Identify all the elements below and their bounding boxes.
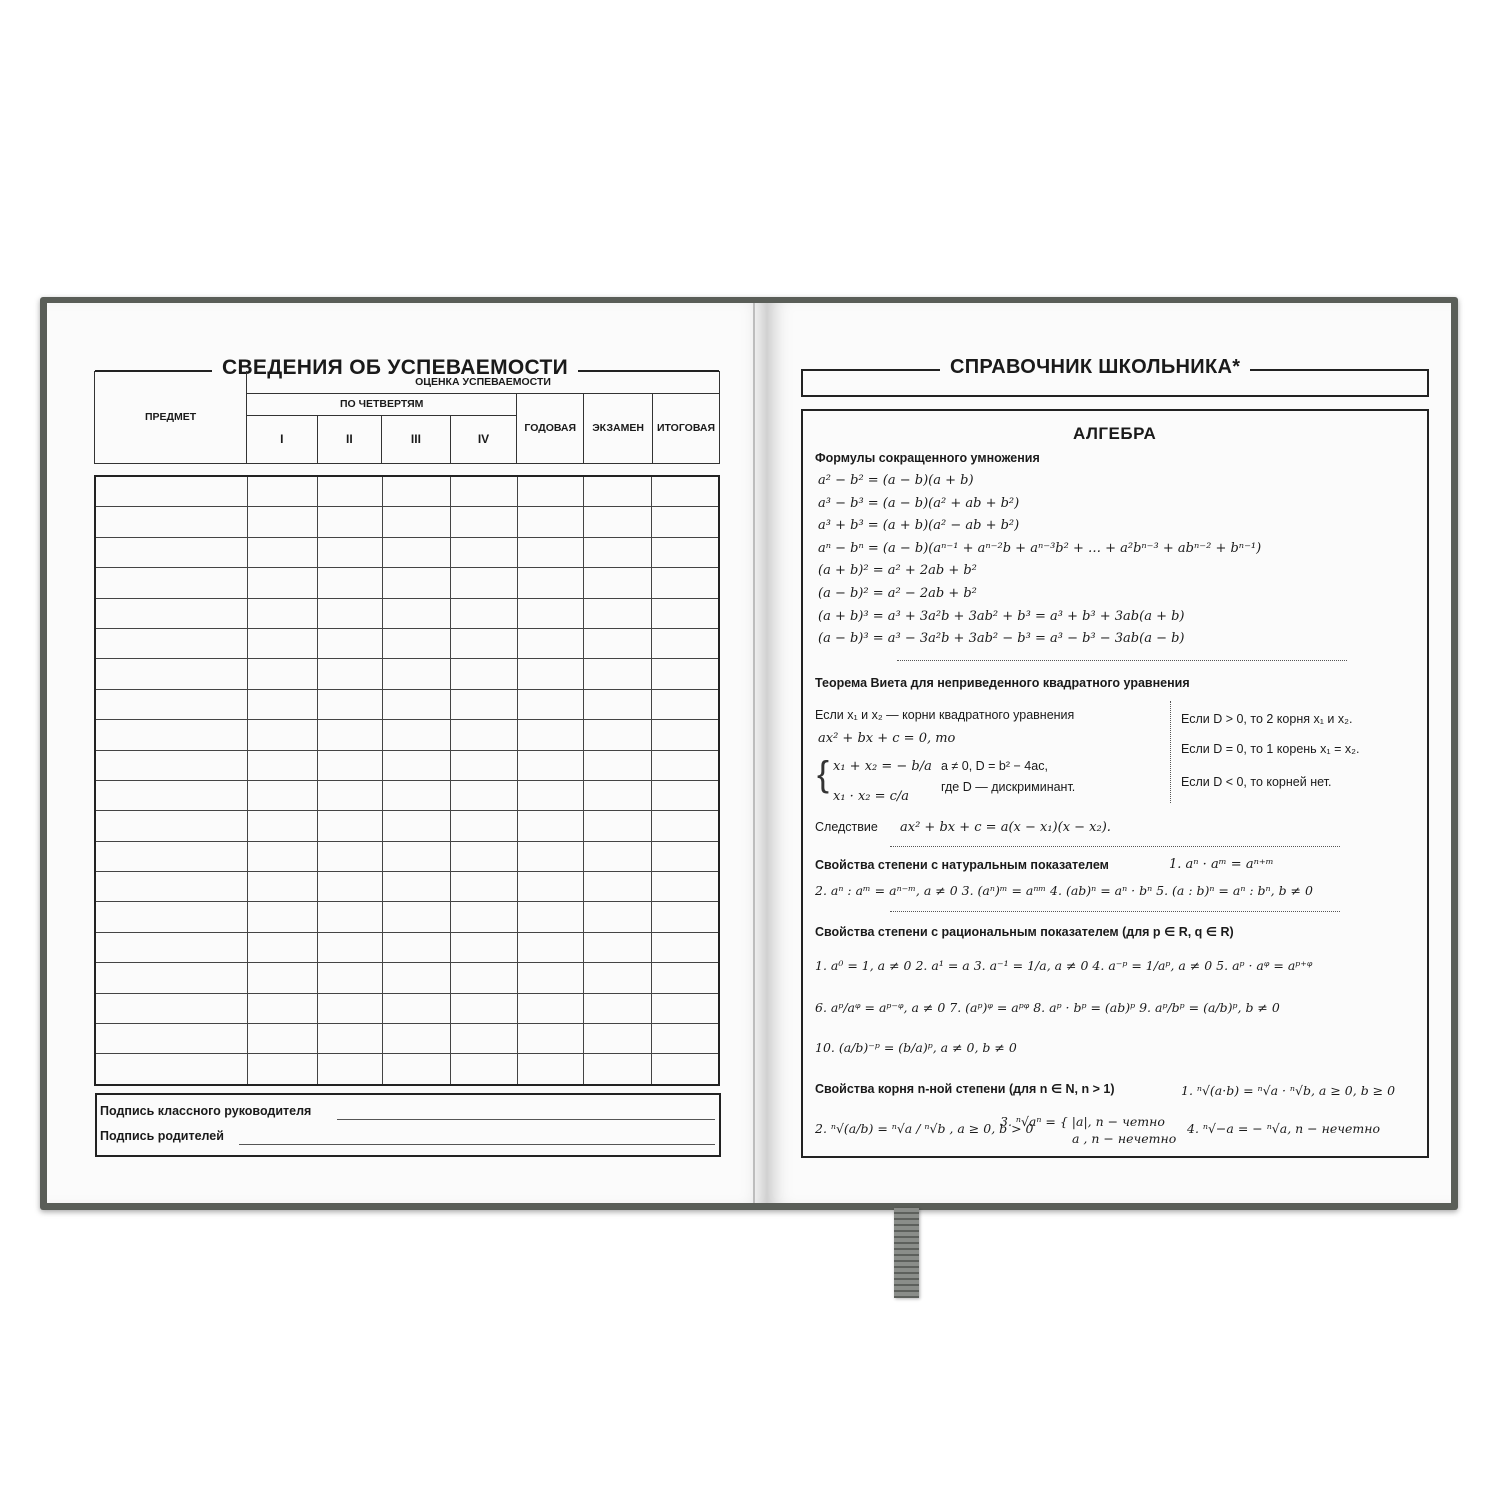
grade-cell[interactable] bbox=[247, 811, 317, 841]
grade-cell[interactable] bbox=[451, 841, 517, 871]
grade-cell[interactable] bbox=[451, 628, 517, 658]
grade-cell[interactable] bbox=[517, 963, 583, 993]
grade-cell[interactable] bbox=[382, 932, 450, 962]
class-teacher-signature-label: Подпись классного руководителя bbox=[100, 1104, 312, 1118]
grade-cell[interactable] bbox=[318, 841, 382, 871]
grade-row bbox=[95, 932, 719, 962]
formula: (a + b)³ = a³ + 3a²b + 3ab² + b³ = a³ + b³ + 3ab(a + b) bbox=[818, 609, 1185, 624]
formula: 6. aᵖ/aᵠ = aᵖ⁻ᵠ, a ≠ 0 7. (aᵖ)ᵠ = aᵖᵠ 8. aᵖ · bᵖ = (ab)ᵖ 9. aᵖ/bᵖ = (a/b)ᵖ, b ≠ 0 bbox=[815, 1000, 1280, 1015]
grade-cell[interactable] bbox=[318, 1024, 382, 1054]
grade-cell[interactable] bbox=[247, 993, 317, 1023]
divider bbox=[890, 911, 1340, 912]
grade-cell[interactable] bbox=[382, 841, 450, 871]
grade-cell[interactable] bbox=[95, 720, 247, 750]
grade-cell[interactable] bbox=[517, 811, 583, 841]
grade-cell[interactable] bbox=[652, 750, 719, 780]
grade-cell[interactable] bbox=[517, 780, 583, 810]
grade-cell[interactable] bbox=[652, 841, 719, 871]
formula: a³ + b³ = (a + b)(a² − ab + b²) bbox=[818, 518, 1020, 533]
grade-cell[interactable] bbox=[451, 902, 517, 932]
formula: (a + b)² = a² + 2ab + b² bbox=[818, 563, 977, 578]
grade-cell[interactable] bbox=[247, 872, 317, 902]
grade-cell[interactable] bbox=[652, 628, 719, 658]
grade-cell[interactable] bbox=[247, 537, 317, 567]
grade-cell[interactable] bbox=[451, 507, 517, 537]
formula: (a − b)² = a² − 2ab + b² bbox=[818, 586, 977, 601]
discriminant-case: Если D = 0, то 1 корень x₁ = x₂. bbox=[1181, 742, 1360, 756]
grade-cell[interactable] bbox=[247, 628, 317, 658]
grade-cell[interactable] bbox=[95, 963, 247, 993]
grade-cell[interactable] bbox=[95, 932, 247, 962]
grade-cell[interactable] bbox=[247, 476, 317, 507]
grade-cell[interactable] bbox=[382, 720, 450, 750]
grades-grid[interactable] bbox=[94, 475, 720, 1086]
formula: 2. aⁿ : aᵐ = aⁿ⁻ᵐ, a ≠ 0 3. (aⁿ)ᵐ = aⁿᵐ 4. (ab)ⁿ = aⁿ · bⁿ 5. (a : b)ⁿ = aⁿ : bⁿ, b ≠ 0 bbox=[815, 883, 1313, 898]
grade-cell[interactable] bbox=[451, 720, 517, 750]
grade-cell[interactable] bbox=[652, 689, 719, 719]
grade-row bbox=[95, 659, 719, 689]
quarter-header: IV bbox=[450, 415, 517, 464]
grade-cell[interactable] bbox=[652, 568, 719, 598]
grade-cell[interactable] bbox=[247, 841, 317, 871]
left-page bbox=[47, 303, 767, 1203]
grade-cell[interactable] bbox=[382, 689, 450, 719]
grade-cell[interactable] bbox=[517, 689, 583, 719]
formula: 1. aⁿ · aᵐ = aⁿ⁺ᵐ bbox=[1169, 857, 1274, 872]
grade-cell[interactable] bbox=[451, 780, 517, 810]
grade-cell[interactable] bbox=[517, 659, 583, 689]
grade-cell[interactable] bbox=[247, 568, 317, 598]
grade-cell[interactable] bbox=[247, 1054, 317, 1085]
discriminant-case: Если D > 0, то 2 корня x₁ и x₂. bbox=[1181, 712, 1353, 726]
grade-cell[interactable] bbox=[517, 1024, 583, 1054]
grade-cell[interactable] bbox=[95, 1054, 247, 1085]
grade-cell[interactable] bbox=[382, 993, 450, 1023]
grade-cell[interactable] bbox=[95, 902, 247, 932]
grade-cell[interactable] bbox=[318, 476, 382, 507]
formula: 2. ⁿ√(a/b) = ⁿ√a / ⁿ√b , a ≥ 0, b > 0 bbox=[815, 1121, 1034, 1136]
grade-cell[interactable] bbox=[652, 537, 719, 567]
grade-cell[interactable] bbox=[451, 476, 517, 507]
formula: a , n − нечетно bbox=[1072, 1131, 1177, 1146]
grade-cell[interactable] bbox=[95, 811, 247, 841]
grade-cell[interactable] bbox=[652, 963, 719, 993]
grade-cell[interactable] bbox=[318, 932, 382, 962]
grade-cell[interactable] bbox=[517, 750, 583, 780]
grade-cell[interactable] bbox=[382, 963, 450, 993]
grade-cell[interactable] bbox=[652, 993, 719, 1023]
grade-cell[interactable] bbox=[517, 507, 583, 537]
grade-cell[interactable] bbox=[95, 872, 247, 902]
grade-row bbox=[95, 872, 719, 902]
grade-cell[interactable] bbox=[247, 507, 317, 537]
divider bbox=[897, 660, 1347, 661]
grade-cell[interactable] bbox=[652, 659, 719, 689]
grades-header bbox=[94, 371, 720, 464]
grade-cell[interactable] bbox=[451, 1054, 517, 1085]
bookmark-ribbon[interactable] bbox=[894, 1208, 919, 1298]
quarters-header: ПО ЧЕТВЕРТЯМ bbox=[247, 393, 517, 415]
page-title: СПРАВОЧНИК ШКОЛЬНИКА* bbox=[940, 356, 1250, 379]
grade-cell[interactable] bbox=[95, 476, 247, 507]
grade-row bbox=[95, 507, 719, 537]
grade-row bbox=[95, 628, 719, 658]
vieta-sum: x₁ + x₂ = − b/a bbox=[833, 759, 932, 774]
vieta-heading: Теорема Виета для неприведенного квадратного уравнения bbox=[815, 676, 1190, 690]
grade-cell[interactable] bbox=[318, 568, 382, 598]
grade-cell[interactable] bbox=[318, 963, 382, 993]
grade-cell[interactable] bbox=[451, 689, 517, 719]
grade-cell[interactable] bbox=[652, 476, 719, 507]
grade-cell[interactable] bbox=[451, 750, 517, 780]
formula: 10. (a/b)⁻ᵖ = (b/a)ᵖ, a ≠ 0, b ≠ 0 bbox=[815, 1040, 1017, 1055]
grade-cell[interactable] bbox=[318, 1054, 382, 1085]
grade-row bbox=[95, 841, 719, 871]
annual-header: ГОДОВАЯ bbox=[517, 393, 584, 464]
root-heading: Свойства корня n-ной степени (для n ∈ N, n > 1) bbox=[815, 1082, 1115, 1096]
grade-cell[interactable] bbox=[451, 932, 517, 962]
formula: 4. ⁿ√−a = − ⁿ√a, n − нечетно bbox=[1187, 1121, 1381, 1136]
grade-cell[interactable] bbox=[584, 720, 652, 750]
natural-power-heading: Свойства степени с натуральным показателем bbox=[815, 858, 1109, 872]
grade-cell[interactable] bbox=[247, 780, 317, 810]
grade-row bbox=[95, 1024, 719, 1054]
grade-cell[interactable] bbox=[584, 963, 652, 993]
grade-row bbox=[95, 902, 719, 932]
grade-cell[interactable] bbox=[382, 1054, 450, 1085]
grade-cell[interactable] bbox=[382, 811, 450, 841]
grade-cell[interactable] bbox=[247, 902, 317, 932]
grade-cell[interactable] bbox=[451, 537, 517, 567]
grade-cell[interactable] bbox=[584, 476, 652, 507]
grade-cell[interactable] bbox=[382, 628, 450, 658]
grade-cell[interactable] bbox=[95, 993, 247, 1023]
grade-row bbox=[95, 993, 719, 1023]
grade-cell[interactable] bbox=[247, 1024, 317, 1054]
grade-cell[interactable] bbox=[584, 568, 652, 598]
vieta-text: Если x₁ и x₂ — корни квадратного уравнения bbox=[815, 708, 1075, 722]
grade-cell[interactable] bbox=[517, 568, 583, 598]
grade-cell[interactable] bbox=[652, 932, 719, 962]
grade-cell[interactable] bbox=[247, 720, 317, 750]
grade-cell[interactable] bbox=[382, 476, 450, 507]
grade-cell[interactable] bbox=[318, 659, 382, 689]
parents-signature-line[interactable] bbox=[239, 1144, 715, 1145]
grade-row bbox=[95, 811, 719, 841]
grade-row bbox=[95, 689, 719, 719]
quarter-header: I bbox=[247, 415, 317, 464]
grade-cell[interactable] bbox=[318, 628, 382, 658]
grade-cell[interactable] bbox=[652, 507, 719, 537]
grade-cell[interactable] bbox=[652, 1054, 719, 1085]
grade-cell[interactable] bbox=[584, 932, 652, 962]
grade-cell[interactable] bbox=[517, 872, 583, 902]
grade-cell[interactable] bbox=[382, 507, 450, 537]
grade-cell[interactable] bbox=[247, 750, 317, 780]
grade-cell[interactable] bbox=[247, 598, 317, 628]
grade-cell[interactable] bbox=[584, 750, 652, 780]
grade-cell[interactable] bbox=[95, 689, 247, 719]
grade-cell[interactable] bbox=[318, 689, 382, 719]
short-mult-heading: Формулы сокращенного умножения bbox=[815, 451, 1040, 465]
grade-cell[interactable] bbox=[247, 689, 317, 719]
grade-cell[interactable] bbox=[382, 750, 450, 780]
grade-cell[interactable] bbox=[517, 598, 583, 628]
grade-cell[interactable] bbox=[95, 628, 247, 658]
grade-cell[interactable] bbox=[584, 689, 652, 719]
grade-cell[interactable] bbox=[318, 598, 382, 628]
vieta-equation: ax² + bx + c = 0, то bbox=[818, 731, 956, 746]
formula: aⁿ − bⁿ = (a − b)(aⁿ⁻¹ + aⁿ⁻²b + aⁿ⁻³b² + … + a²bⁿ⁻³ + abⁿ⁻² + bⁿ⁻¹) bbox=[818, 541, 1262, 556]
grade-cell[interactable] bbox=[517, 841, 583, 871]
formula: 1. ⁿ√(a·b) = ⁿ√a · ⁿ√b, a ≥ 0, b ≥ 0 bbox=[1181, 1083, 1396, 1098]
right-page bbox=[767, 303, 1451, 1203]
grade-cell[interactable] bbox=[517, 476, 583, 507]
grade-cell[interactable] bbox=[318, 993, 382, 1023]
divider bbox=[1170, 701, 1171, 803]
grade-cell[interactable] bbox=[247, 963, 317, 993]
final-header: ИТОГОВАЯ bbox=[653, 393, 720, 464]
grade-cell[interactable] bbox=[584, 628, 652, 658]
vieta-condition: где D — дискриминант. bbox=[941, 780, 1076, 794]
grade-cell[interactable] bbox=[95, 659, 247, 689]
grade-cell[interactable] bbox=[584, 872, 652, 902]
grade-cell[interactable] bbox=[318, 750, 382, 780]
grade-row bbox=[95, 568, 719, 598]
vieta-product: x₁ · x₂ = c/a bbox=[833, 789, 910, 804]
grade-cell[interactable] bbox=[451, 872, 517, 902]
grade-cell[interactable] bbox=[318, 507, 382, 537]
grade-cell[interactable] bbox=[451, 811, 517, 841]
grade-cell[interactable] bbox=[318, 720, 382, 750]
grade-row bbox=[95, 537, 719, 567]
grade-cell[interactable] bbox=[517, 902, 583, 932]
grade-cell[interactable] bbox=[95, 1024, 247, 1054]
grade-cell[interactable] bbox=[247, 659, 317, 689]
vieta-condition: a ≠ 0, D = b² − 4ac, bbox=[941, 759, 1048, 773]
formula: 3. ⁿ√aⁿ = { |a|, n − четно bbox=[1000, 1114, 1165, 1129]
grade-cell[interactable] bbox=[584, 537, 652, 567]
system-brace: { bbox=[817, 753, 830, 794]
grade-cell[interactable] bbox=[382, 872, 450, 902]
grade-cell[interactable] bbox=[652, 598, 719, 628]
grade-row bbox=[95, 1054, 719, 1085]
grade-cell[interactable] bbox=[451, 598, 517, 628]
grade-cell[interactable] bbox=[95, 507, 247, 537]
quarter-header: II bbox=[317, 415, 382, 464]
grade-cell[interactable] bbox=[451, 659, 517, 689]
grade-cell[interactable] bbox=[95, 780, 247, 810]
formula: a² − b² = (a − b)(a + b) bbox=[818, 473, 974, 488]
grade-cell[interactable] bbox=[652, 872, 719, 902]
grade-cell[interactable] bbox=[382, 598, 450, 628]
corollary-formula: ax² + bx + c = a(x − x₁)(x − x₂). bbox=[900, 820, 1111, 835]
grade-cell[interactable] bbox=[652, 811, 719, 841]
grade-cell[interactable] bbox=[95, 841, 247, 871]
signature-box bbox=[95, 1093, 721, 1157]
grade-row bbox=[95, 598, 719, 628]
grade-cell[interactable] bbox=[584, 1024, 652, 1054]
grade-cell[interactable] bbox=[652, 902, 719, 932]
grade-cell[interactable] bbox=[517, 537, 583, 567]
grade-cell[interactable] bbox=[95, 537, 247, 567]
grade-cell[interactable] bbox=[517, 1054, 583, 1085]
grade-cell[interactable] bbox=[584, 811, 652, 841]
grade-cell[interactable] bbox=[584, 1054, 652, 1085]
grade-cell[interactable] bbox=[95, 568, 247, 598]
grade-cell[interactable] bbox=[382, 537, 450, 567]
rational-power-heading: Свойства степени с рациональным показателем (для p ∈ R, q ∈ R) bbox=[815, 925, 1234, 939]
grade-cell[interactable] bbox=[318, 537, 382, 567]
divider bbox=[890, 846, 1340, 847]
corollary-label: Следствие bbox=[815, 820, 878, 834]
grade-cell[interactable] bbox=[584, 598, 652, 628]
grade-cell[interactable] bbox=[584, 993, 652, 1023]
grade-row bbox=[95, 780, 719, 810]
grade-row bbox=[95, 963, 719, 993]
grade-cell[interactable] bbox=[584, 659, 652, 689]
grade-row bbox=[95, 476, 719, 507]
grade-cell[interactable] bbox=[451, 963, 517, 993]
grade-cell[interactable] bbox=[318, 872, 382, 902]
grade-cell[interactable] bbox=[382, 659, 450, 689]
grade-cell[interactable] bbox=[247, 932, 317, 962]
formula: 1. a⁰ = 1, a ≠ 0 2. a¹ = a 3. a⁻¹ = 1/a, a ≠ 0 4. a⁻ᵖ = 1/aᵖ, a ≠ 0 5. aᵖ · aᵠ = aᵖ⁺ᵠ bbox=[815, 958, 1313, 973]
formula: a³ − b³ = (a − b)(a² + ab + b²) bbox=[818, 496, 1020, 511]
grade-cell[interactable] bbox=[517, 628, 583, 658]
page-title: СВЕДЕНИЯ ОБ УСПЕВАЕМОСТИ bbox=[212, 356, 578, 380]
grade-cell[interactable] bbox=[584, 780, 652, 810]
grade-cell[interactable] bbox=[318, 811, 382, 841]
parents-signature-label: Подпись родителей bbox=[100, 1129, 224, 1143]
grade-cell[interactable] bbox=[584, 841, 652, 871]
exam-header: ЭКЗАМЕН bbox=[584, 393, 653, 464]
grade-cell[interactable] bbox=[652, 780, 719, 810]
grade-cell[interactable] bbox=[382, 568, 450, 598]
grade-cell[interactable] bbox=[584, 507, 652, 537]
grade-cell[interactable] bbox=[382, 902, 450, 932]
grade-cell[interactable] bbox=[451, 1024, 517, 1054]
grade-cell[interactable] bbox=[451, 993, 517, 1023]
discriminant-case: Если D < 0, то корней нет. bbox=[1181, 775, 1332, 789]
grade-cell[interactable] bbox=[584, 902, 652, 932]
grade-cell[interactable] bbox=[451, 568, 517, 598]
grade-cell[interactable] bbox=[517, 993, 583, 1023]
quarter-header: III bbox=[382, 415, 451, 464]
grade-cell[interactable] bbox=[517, 720, 583, 750]
grade-cell[interactable] bbox=[318, 902, 382, 932]
class-teacher-signature-line[interactable] bbox=[337, 1119, 715, 1120]
section-title: АЛГЕБРА bbox=[1073, 424, 1157, 443]
formula: (a − b)³ = a³ − 3a²b + 3ab² − b³ = a³ − b³ − 3ab(a − b) bbox=[818, 631, 1185, 646]
subject-header: ПРЕДМЕТ bbox=[95, 371, 247, 464]
grade-cell[interactable] bbox=[382, 780, 450, 810]
grade-cell[interactable] bbox=[517, 932, 583, 962]
grade-cell[interactable] bbox=[382, 1024, 450, 1054]
grade-cell[interactable] bbox=[318, 780, 382, 810]
grade-cell[interactable] bbox=[95, 598, 247, 628]
grade-cell[interactable] bbox=[652, 720, 719, 750]
grade-cell[interactable] bbox=[652, 1024, 719, 1054]
grades-header-cell: ОЦЕНКА УСПЕВАЕМОСТИ bbox=[247, 371, 720, 393]
grade-row bbox=[95, 750, 719, 780]
grade-row bbox=[95, 720, 719, 750]
grade-cell[interactable] bbox=[95, 750, 247, 780]
